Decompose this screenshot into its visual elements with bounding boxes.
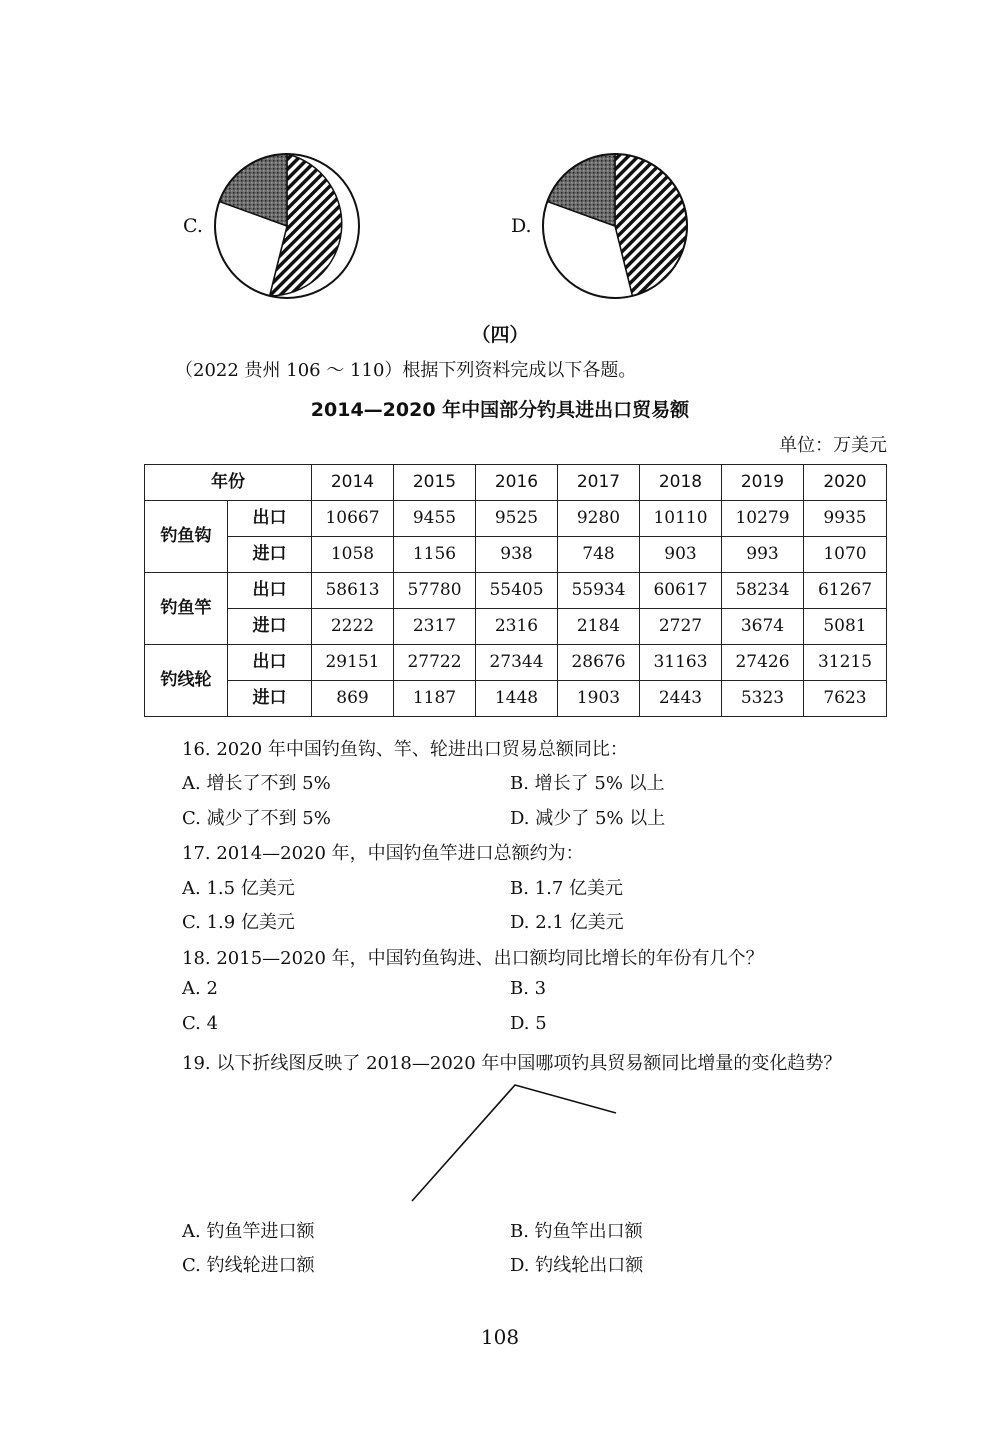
table-cell: 2316 bbox=[476, 609, 558, 645]
group-name: 钓鱼钩 bbox=[145, 501, 228, 573]
option-a[interactable]: A. 2 bbox=[182, 978, 218, 999]
table-cell: 31163 bbox=[640, 645, 722, 681]
table-cell: 27344 bbox=[476, 645, 558, 681]
option-c[interactable]: C. 1.9 亿美元 bbox=[182, 912, 295, 933]
table-cell: 9280 bbox=[558, 501, 640, 537]
table-cell: 748 bbox=[558, 537, 640, 573]
header-year: 2020 bbox=[804, 465, 887, 501]
table-cell: 55934 bbox=[558, 573, 640, 609]
row-label: 出口 bbox=[228, 645, 312, 681]
table-row bbox=[145, 681, 887, 717]
trend-line bbox=[412, 1085, 616, 1201]
table-cell: 10110 bbox=[640, 501, 722, 537]
table-cell: 9455 bbox=[394, 501, 476, 537]
table-cell: 2184 bbox=[558, 609, 640, 645]
option-b[interactable]: B. 1.7 亿美元 bbox=[510, 878, 624, 899]
table-cell: 31215 bbox=[804, 645, 887, 681]
page-number: 108 bbox=[480, 1325, 520, 1349]
table-cell: 1156 bbox=[394, 537, 476, 573]
table-cell: 27426 bbox=[722, 645, 804, 681]
header-year: 2016 bbox=[476, 465, 558, 501]
option-d[interactable]: D. 5 bbox=[510, 1013, 547, 1034]
table-cell: 869 bbox=[312, 681, 394, 717]
table-cell: 993 bbox=[722, 537, 804, 573]
question-16: 16. 2020 年中国钓鱼钩、竿、轮进出口贸易总额同比： bbox=[182, 739, 628, 760]
table-cell: 5323 bbox=[722, 681, 804, 717]
table-cell: 3674 bbox=[722, 609, 804, 645]
table-row bbox=[145, 645, 887, 681]
table-cell: 2443 bbox=[640, 681, 722, 717]
pie-chart-option-c bbox=[213, 152, 361, 300]
option-d-label: D. bbox=[511, 215, 532, 237]
header-year-label: 年份 bbox=[145, 465, 312, 501]
trend-line-figure bbox=[400, 1075, 630, 1210]
table-cell: 58613 bbox=[312, 573, 394, 609]
option-c-label: C. bbox=[183, 215, 203, 237]
option-d[interactable]: D. 2.1 亿美元 bbox=[510, 912, 624, 933]
table-cell: 1070 bbox=[804, 537, 887, 573]
option-b[interactable]: B. 钓鱼竿出口额 bbox=[510, 1221, 643, 1242]
table-unit: 单位：万美元 bbox=[779, 435, 887, 456]
table-cell: 60617 bbox=[640, 573, 722, 609]
table-cell: 938 bbox=[476, 537, 558, 573]
option-c[interactable]: C. 钓线轮进口额 bbox=[182, 1255, 315, 1276]
question-18: 18. 2015—2020 年，中国钓鱼钩进、出口额均同比增长的年份有几个？ bbox=[182, 948, 764, 969]
option-d[interactable]: D. 钓线轮出口额 bbox=[510, 1255, 644, 1276]
option-a[interactable]: A. 钓鱼竿进口额 bbox=[182, 1221, 315, 1242]
table-cell: 1187 bbox=[394, 681, 476, 717]
option-b[interactable]: B. 增长了 5% 以上 bbox=[510, 773, 665, 794]
row-label: 进口 bbox=[228, 537, 312, 573]
table-row bbox=[145, 609, 887, 645]
option-d[interactable]: D. 减少了 5% 以上 bbox=[510, 808, 666, 829]
table-cell: 28676 bbox=[558, 645, 640, 681]
option-a[interactable]: A. 增长了不到 5% bbox=[182, 773, 331, 794]
intro-text: （2022 贵州 106 ～ 110）根据下列资料完成以下各题。 bbox=[175, 360, 637, 381]
table-cell: 58234 bbox=[722, 573, 804, 609]
question-17: 17. 2014—2020 年，中国钓鱼竿进口总额约为： bbox=[182, 843, 584, 864]
pie-chart-option-d bbox=[541, 152, 689, 300]
table-cell: 2222 bbox=[312, 609, 394, 645]
group-name: 钓线轮 bbox=[145, 645, 228, 717]
group-name: 钓鱼竿 bbox=[145, 573, 228, 645]
header-year: 2018 bbox=[640, 465, 722, 501]
table-cell: 1448 bbox=[476, 681, 558, 717]
row-label: 出口 bbox=[228, 573, 312, 609]
option-c[interactable]: C. 4 bbox=[182, 1013, 219, 1034]
table-cell: 2727 bbox=[640, 609, 722, 645]
table-cell: 27722 bbox=[394, 645, 476, 681]
row-label: 进口 bbox=[228, 609, 312, 645]
table-cell: 2317 bbox=[394, 609, 476, 645]
header-year: 2015 bbox=[394, 465, 476, 501]
table-row bbox=[145, 537, 887, 573]
table-cell: 1903 bbox=[558, 681, 640, 717]
table-cell: 5081 bbox=[804, 609, 887, 645]
table-cell: 9525 bbox=[476, 501, 558, 537]
row-label: 进口 bbox=[228, 681, 312, 717]
table-cell: 61267 bbox=[804, 573, 887, 609]
table-row bbox=[145, 501, 887, 537]
table-cell: 903 bbox=[640, 537, 722, 573]
row-label: 出口 bbox=[228, 501, 312, 537]
option-b[interactable]: B. 3 bbox=[510, 978, 547, 999]
table-cell: 57780 bbox=[394, 573, 476, 609]
header-year: 2019 bbox=[722, 465, 804, 501]
table-header-row bbox=[145, 465, 887, 501]
question-19: 19. 以下折线图反映了 2018—2020 年中国哪项钓具贸易额同比增量的变化趋势？ bbox=[182, 1053, 842, 1074]
option-c[interactable]: C. 减少了不到 5% bbox=[182, 808, 331, 829]
trade-table bbox=[144, 464, 887, 717]
table-cell: 7623 bbox=[804, 681, 887, 717]
option-a[interactable]: A. 1.5 亿美元 bbox=[182, 878, 295, 899]
table-cell: 10279 bbox=[722, 501, 804, 537]
table-cell: 55405 bbox=[476, 573, 558, 609]
table-cell: 9935 bbox=[804, 501, 887, 537]
section-title: （四） bbox=[471, 324, 529, 346]
table-cell: 29151 bbox=[312, 645, 394, 681]
header-year: 2014 bbox=[312, 465, 394, 501]
table-cell: 10667 bbox=[312, 501, 394, 537]
table-row bbox=[145, 573, 887, 609]
header-year: 2017 bbox=[558, 465, 640, 501]
table-cell: 1058 bbox=[312, 537, 394, 573]
table-title: 2014—2020 年中国部分钓具进出口贸易额 bbox=[310, 399, 690, 421]
